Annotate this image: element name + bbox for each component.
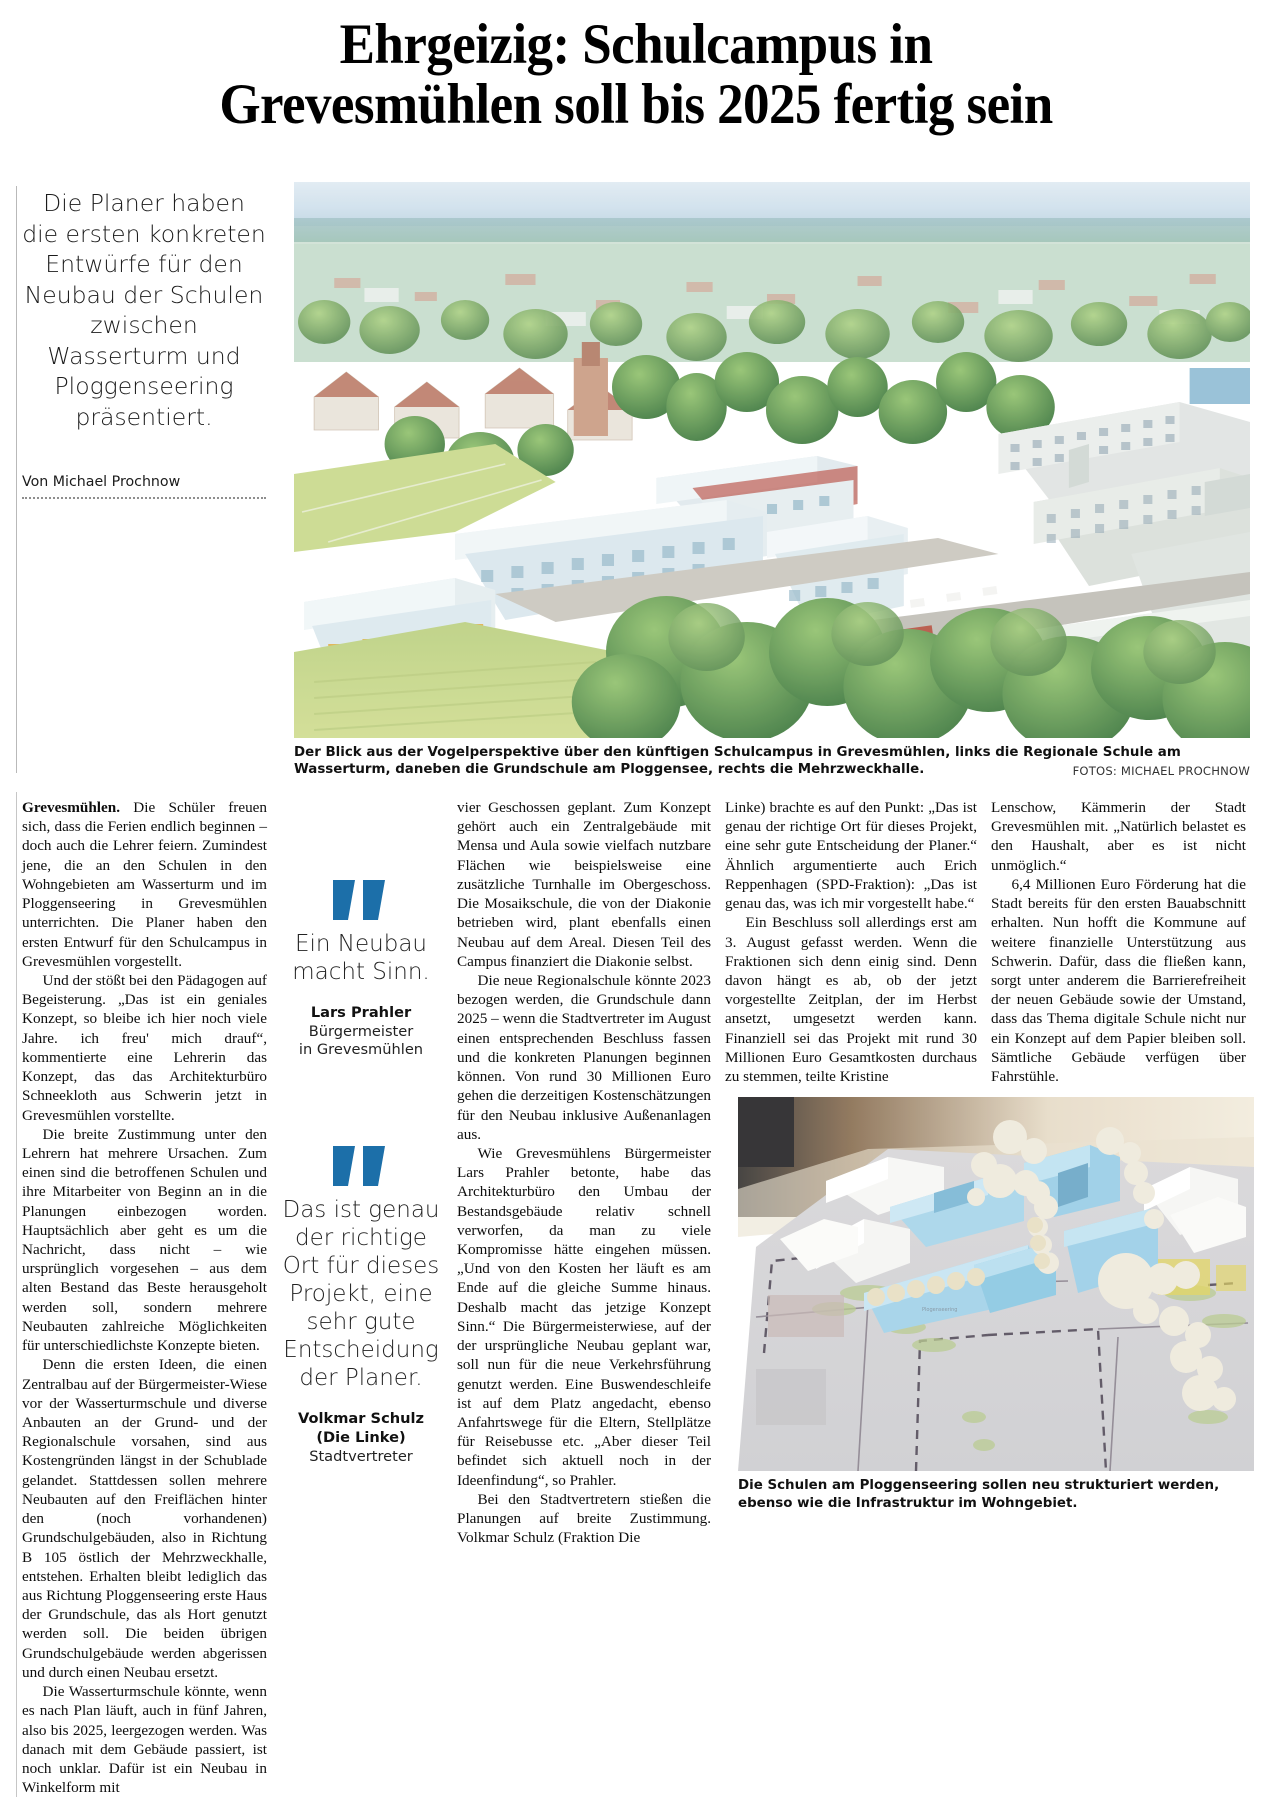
text-column-1	[22, 798, 281, 1797]
dateline: Grevesmühlen.	[22, 799, 121, 816]
svg-text:Plogenseering: Plogenseering	[922, 1307, 958, 1313]
pullquote-text: Ein Neubau macht Sinn.	[292, 931, 430, 986]
paragraph: Lenschow, Kämmerin der Stadt Grevesmühlen mit. „Natürlich belastet es den Haushalt, aber es ist nicht unmöglich.“	[991, 799, 1246, 874]
top-section	[22, 182, 1250, 779]
text-column-5	[991, 798, 1246, 1086]
paragraph: Bei den Stadtvertretern stießen die Planungen auf breite Zustimmung. Volkmar Schulz (Fraktion Die	[457, 1490, 711, 1547]
aerial-photo-block	[294, 182, 1250, 779]
aerial-photo-caption	[294, 744, 1250, 779]
quote-mark-icon	[330, 880, 392, 920]
pullquote-role-1: Stadtvertreter	[309, 1447, 413, 1465]
paragraph: Linke) brachte es auf den Punkt: „Das ist genau der richtige Ort für dieses Projekt, eine sehr gute Entscheidung der Planer.“ Ähnlich argumentierte auch Erich Reppenhagen (SPD-Fraktion): „Das ist genau das, was ich mir vorgestellt habe.“	[725, 799, 977, 913]
paragraph: Ein Beschluss soll allerdings erst am 3. August gefasst werden. Wenn die Fraktionen sich denn einig sind. Denn davon hängt es ab, ob der jetzt vorgestellte Zeitplan, der im Herbst ansetzt, umgesetzt werden kann. Finanziell sei das Projekt mit rund 30 Millionen Euro Gesamtkosten durchaus zu stemmen, teilte Kristine	[725, 914, 977, 1086]
text-column-3	[457, 798, 725, 1548]
paragraph: Denn die ersten Ideen, die einen Zentralbau auf der Bürgermeister-Wiese vor der Wasserturmschule und diverse Anbauten an der Grund- und der Regionalschule vorsahen, sind aus Kostengründen längst in der Schublade gelandet. Stattdessen sollen mehrere Neubauten auf den Freiflächen hinter den (noch vorhandenen) Grundschulgebäuden, also in Richtung B 105 östlich der Mehrzweckhalle, entstehen. Erhalten bleibt lediglich das aus Richtung Ploggenseering erste Haus der Grundschule, das als Hort genutzt werden soll. Die beiden übrigen Grundschulgebäude werden abgerissen und durch einen Neubau ersetzt.	[22, 1356, 267, 1681]
paragraph: Die Wasserturmschule könnte, wenn es nach Plan läuft, auch in fünf Jahren, also bis 2025, leergezogen werden. Was danach mit dem Gebäude passiert, ist noch unklar. Dafür ist ein Neubau in Winkelform mit	[22, 1683, 267, 1797]
model-photo-image	[738, 1097, 1254, 1471]
paragraph: Und der stößt bei den Pädagogen auf Begeisterung. „Das ist ein geniales Konzept, so bleibe ich hier noch viele Jahre. ich freu' mich drauf“, kommentierte eine Lehrerin das Konzept, das das Architekturbüro Schneekloth aus Schwerin jetzt in Grevesmühlen vorstellte.	[22, 971, 267, 1124]
paragraph: Die neue Regionalschule könnte 2023 bezogen werden, die Grundschule dann 2025 – wenn die Stadtvertreter im August einen entsprechenden Beschluss fassen und die konkreten Planungen beginnen können. Von rund 30 Millionen Euro gehen die derzeitigen Kostenschätzungen für den Neubau inklusive Außenanlagen aus.	[457, 971, 711, 1143]
paragraph	[22, 798, 267, 971]
model-photo-block	[738, 1097, 1254, 1512]
pullquote-column	[281, 798, 457, 1466]
byline: Von Michael Prochnow	[22, 474, 266, 499]
quote-mark-icon	[330, 1146, 392, 1186]
text-column-4	[725, 798, 991, 1086]
aerial-photo-image	[294, 182, 1250, 738]
headline-line-1: Ehrgeizig: Schulcampus in	[339, 13, 933, 76]
aerial-caption-text: Der Blick aus der Vogelperspektive über den künftigen Schulcampus in Grevesmühlen, links die Regionale Schule am Wasserturm, daneben die Grundschule am Ploggensee, rechts die Mehrzweckhalle.	[294, 745, 1181, 778]
page-title	[61, 13, 1210, 136]
model-photo-caption: Die Schulen am Ploggenseering sollen neu strukturiert werden, ebenso wie die Infrastruktur im Wohngebiet.	[738, 1478, 1220, 1511]
pullquote-author: Volkmar Schulz	[298, 1410, 424, 1428]
pullquote-2	[281, 1146, 441, 1466]
paragraph: vier Geschossen geplant. Zum Konzept gehört auch ein Zentralgebäude mit Mensa und Aula sowie vielfach nutzbare Flächen wie beispielsweise eine zusätzliche Turnhalle im Obergeschoss. Die Mosaikschule, die von der Diakonie betrieben wird, plant ebenfalls einen Neubau auf dem Areal. Diesen Teil des Campus finanziert die Diakonie selbst.	[457, 799, 711, 970]
paragraph: Wie Grevesmühlens Bürgermeister Lars Prahler betonte, habe das Architekturbüro den Umbau der Bestandsgebäude relativ schnell verworfen, da man zu viele Kompromisse hätte eingehen müssen. „Und von den Kosten her läuft es am Ende auf die gleiche Summe hinaus. Deshalb macht das jetzige Konzept Sinn.“ Die Bürgermeisterwiese, auf der der ursprüngliche Neubau geplant war, soll nun für die neue Verkehrsführung genutzt werden. Eine Buswendeschleife ist auf dem Platz angedacht, ebenso Anfahrtswege für die Eltern, Stellplätze für Reisebusse etc. „Aber dieser Teil befindet sich aktuell noch in der Ideenfindung“, so Prahler.	[457, 1144, 711, 1489]
pullquote-author: Lars Prahler	[310, 1004, 412, 1022]
photo-credit: FOTOS: MICHAEL PROCHNOW	[1072, 763, 1250, 778]
pullquote-role-1: Bürgermeister	[308, 1022, 414, 1040]
paragraph-text: Die Schüler freuen sich, dass die Ferien endlich beginnen – doch auch die Lehrer feiern. Zumindest jene, die an den Schulen in den Wohngebieten am Wasserturm und im Ploggenseering in Grevesmühlen unterrichten. Die Planer haben den ersten Entwurf für den Schulcampus in Grevesmühlen vorgestellt.	[22, 799, 267, 970]
headline-line-2: Grevesmühlen soll bis 2025 fertig sein	[219, 72, 1053, 136]
pullquote-1	[281, 880, 441, 1060]
paragraph: 6,4 Millionen Euro Förderung hat die Stadt bereits für den ersten Bauabschnitt erhalten. Nun hofft die Kommune auf weitere finanzielle Unterstützung aus Schwerin. Dafür, dass die fließen kann, sorgt unter anderem die Barrierefreiheit der neuen Gebäude sowie der Umstand, dass das Thema digitale Schule nicht nur ein Konzept auf dem Papier bleiben soll. Sämtliche Gebäude verfügen über Fahrstühle.	[991, 875, 1246, 1086]
pullquote-author-party: (Die Linke)	[316, 1429, 406, 1447]
lead-paragraph: Die Planer haben die ersten konkreten Entwürfe für den Neubau der Schulen zwischen Wasserturm und Ploggenseering präsentiert.	[22, 189, 266, 431]
lead-column	[22, 182, 280, 779]
paragraph: Die breite Zustimmung unter den Lehrern hat mehrere Ursachen. Zum einen sind die betroffenen Schulen und ihre Mitarbeiter von Beginn an in die Planungen einbezogen worden. Hauptsächlich aber geht es um die Nachricht, dass nicht – wie ursprünglich vorgesehen – aus dem alten Bestand das Beste herausgeholt werden soll, sondern mehrere Neubauten zahlreiche Möglichkeiten für unterschiedlichste Konzepte bieten.	[22, 1125, 267, 1355]
pullquote-text: Das ist genau der richtige Ort für dieses Projekt, eine sehr gute Entscheidung der Planer.	[282, 1197, 440, 1392]
pullquote-role-2: in Grevesmühlen	[298, 1041, 424, 1059]
